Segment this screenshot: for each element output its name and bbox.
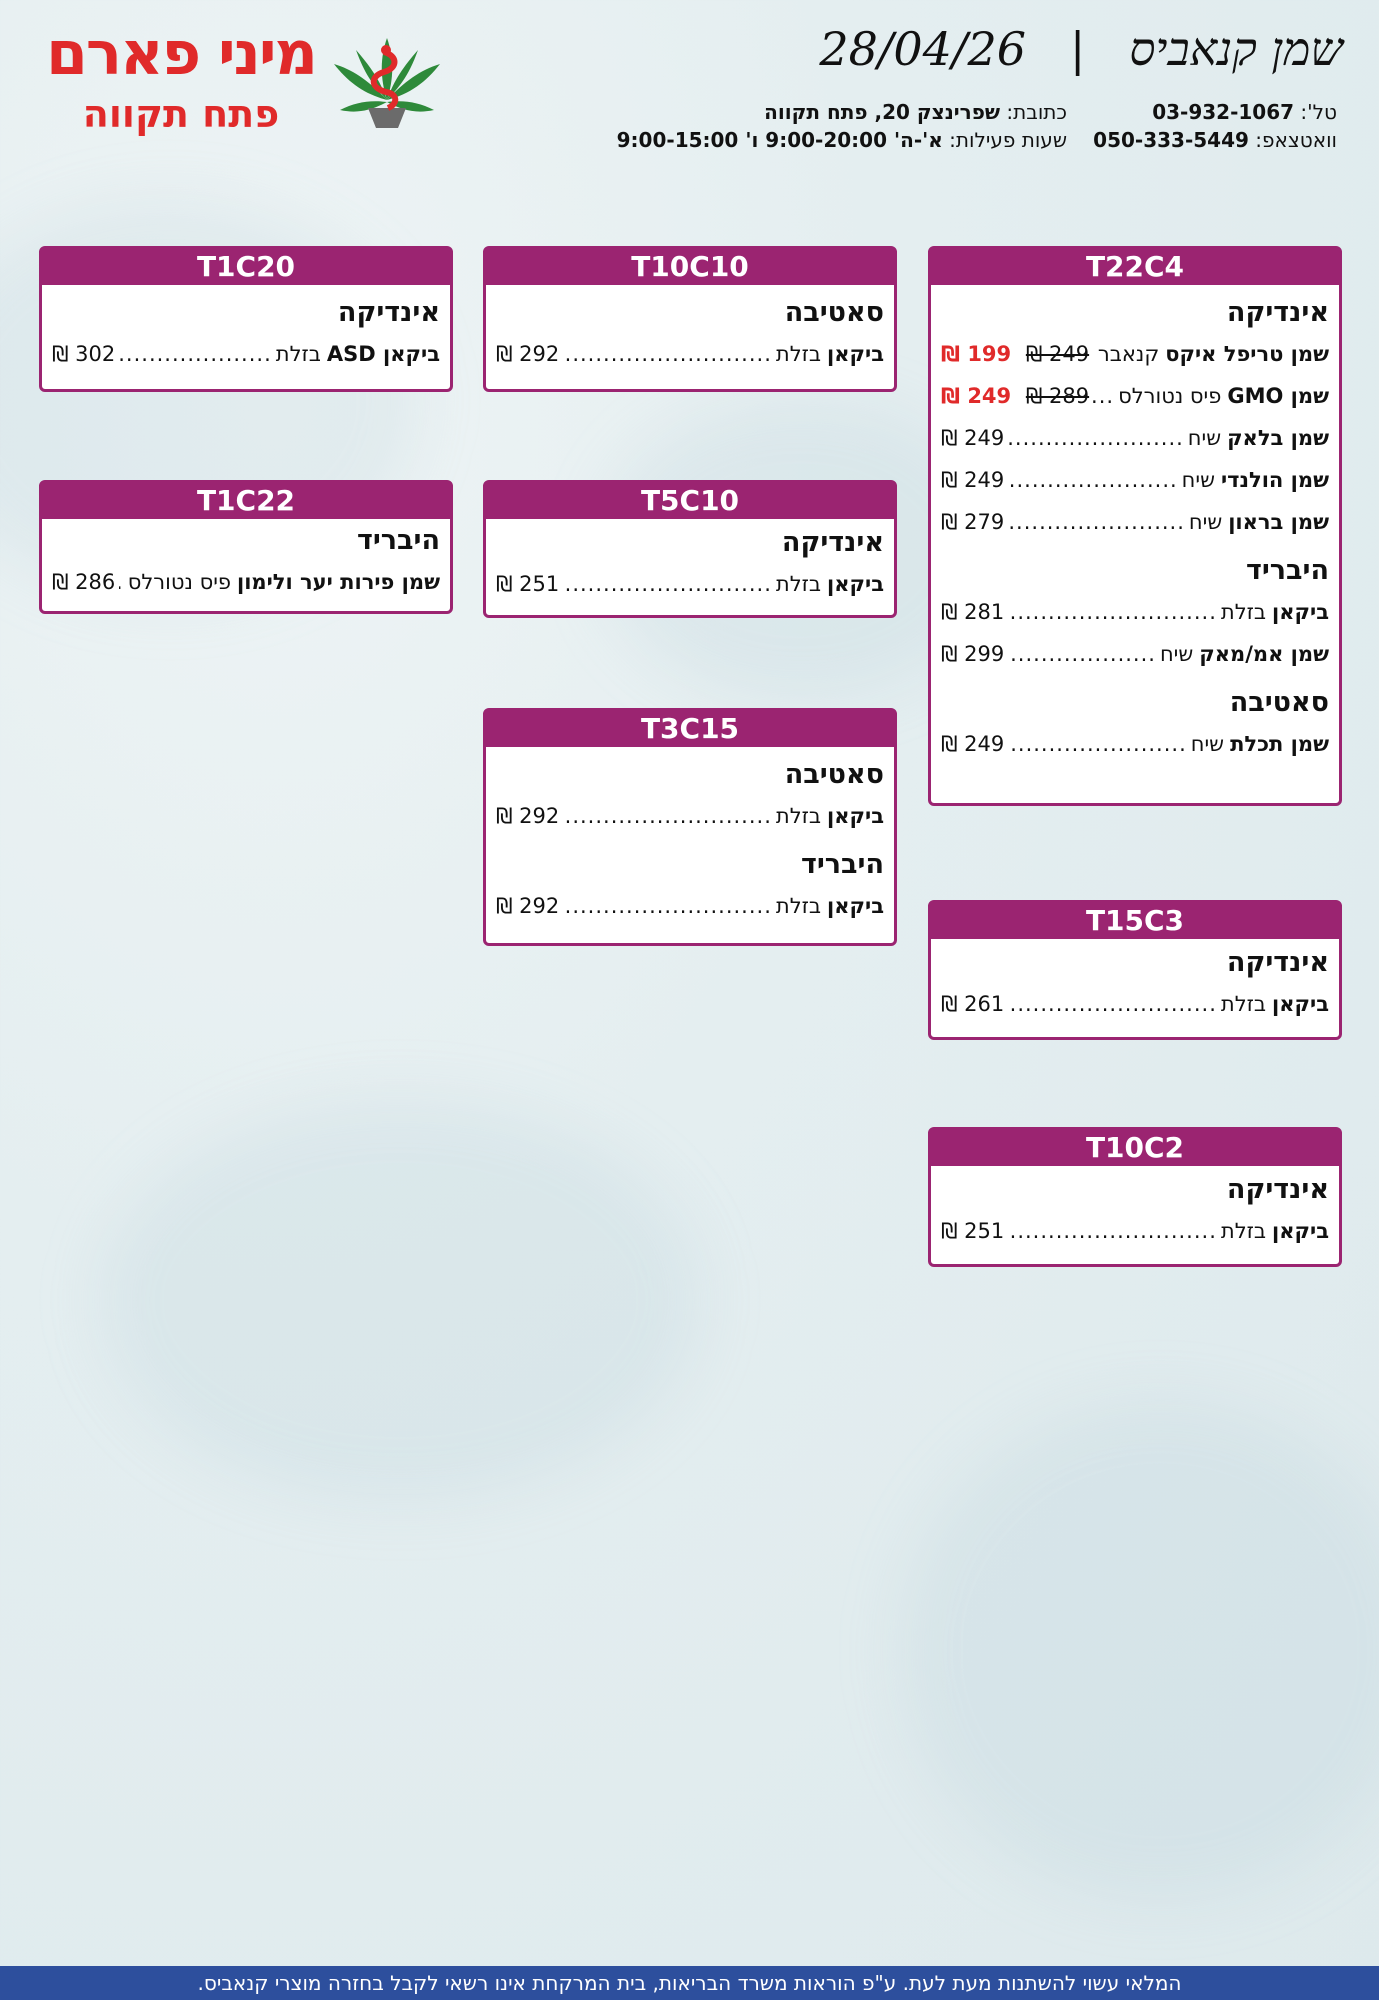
leader-dots bbox=[119, 561, 123, 603]
title-separator: | bbox=[1069, 22, 1086, 76]
product-name: ביקאן ASD bbox=[326, 342, 440, 366]
product-type: פיס נטורלס bbox=[1118, 384, 1222, 408]
leader-dots bbox=[563, 333, 772, 375]
product-card-t22c4 bbox=[928, 246, 1342, 806]
price: 279 ₪ bbox=[941, 510, 1005, 534]
leader-dots bbox=[1008, 723, 1187, 765]
price: 251 ₪ bbox=[496, 572, 560, 596]
page-title bbox=[819, 22, 1343, 76]
product-row bbox=[931, 1210, 1339, 1252]
product-row bbox=[931, 501, 1339, 543]
product-type: שיח bbox=[1190, 732, 1225, 756]
price: 281 ₪ bbox=[941, 600, 1005, 624]
product-row bbox=[931, 333, 1339, 375]
hours-value: א'-ה' 9:00-20:00 ו' 9:00-15:00 bbox=[616, 128, 943, 152]
leader-dots bbox=[1093, 333, 1094, 375]
product-name: שמן תכלת bbox=[1230, 732, 1329, 756]
product-card-t1c22 bbox=[39, 480, 453, 614]
section-indica: אינדיקה bbox=[337, 297, 440, 328]
product-name: שמן הולנדי bbox=[1220, 468, 1329, 492]
product-type: קנאבר bbox=[1097, 342, 1160, 366]
price-group bbox=[941, 375, 1089, 417]
product-name: ביקאן bbox=[827, 572, 884, 596]
price: 286 ₪ bbox=[52, 570, 116, 594]
phone-info bbox=[1152, 100, 1337, 124]
leader-dots bbox=[1008, 501, 1185, 543]
product-type: בזלת bbox=[775, 342, 822, 366]
card-title: T15C3 bbox=[931, 903, 1339, 939]
card-title: T5C10 bbox=[486, 483, 894, 519]
product-row bbox=[931, 723, 1339, 765]
header bbox=[0, 0, 1379, 170]
title-text: שמן קנאביס bbox=[1129, 22, 1343, 76]
sale-price: 199 ₪ bbox=[941, 342, 1012, 366]
whatsapp-number[interactable]: 050-333-5449 bbox=[1093, 128, 1249, 152]
product-type: שיח bbox=[1188, 510, 1223, 534]
footer-disclaimer: המלאי עשוי להשתנות מעת לעת. ע"פ הוראות משרד הבריאות, בית המרקחת אינו רשאי לקבל בחזרה מוצרי קנאביס. bbox=[0, 1966, 1379, 2000]
leader-dots bbox=[1008, 1210, 1217, 1252]
title-date: 28/04/26 bbox=[819, 22, 1026, 76]
section-sativa: סאטיבה bbox=[784, 759, 884, 790]
sale-price: 249 ₪ bbox=[941, 384, 1012, 408]
card-title: T3C15 bbox=[486, 711, 894, 747]
section-hybrid: היבריד bbox=[800, 849, 884, 880]
price-group bbox=[941, 333, 1089, 375]
product-type: בזלת bbox=[775, 804, 822, 828]
price: 249 ₪ bbox=[941, 468, 1005, 492]
product-name: ביקאן bbox=[1272, 600, 1329, 624]
card-title: T1C22 bbox=[42, 483, 450, 519]
product-type: בזלת bbox=[1220, 600, 1267, 624]
phone-label: טל': bbox=[1300, 100, 1337, 124]
section-sativa: סאטיבה bbox=[1229, 687, 1329, 718]
product-card-t10c10 bbox=[483, 246, 897, 392]
price: 292 ₪ bbox=[496, 342, 560, 366]
leader-dots bbox=[563, 885, 772, 927]
product-name: שמן טריפל איקס bbox=[1165, 342, 1329, 366]
card-title: T22C4 bbox=[931, 249, 1339, 285]
price: 249 ₪ bbox=[941, 732, 1005, 756]
cannabis-leaf-snake-bowl-icon bbox=[326, 30, 448, 134]
product-row bbox=[931, 375, 1339, 417]
leader-dots bbox=[1093, 375, 1114, 417]
leader-dots bbox=[119, 333, 272, 375]
address-label: כתובת: bbox=[1006, 100, 1067, 124]
phone-number[interactable]: 03-932-1067 bbox=[1152, 100, 1295, 124]
card-title: T10C2 bbox=[931, 1130, 1339, 1166]
logo-city: פתח תקווה bbox=[82, 92, 280, 136]
price: 292 ₪ bbox=[496, 804, 560, 828]
section-indica: אינדיקה bbox=[781, 527, 884, 558]
logo-name: מיני פארם bbox=[46, 19, 316, 89]
hours-label: שעות פעילות: bbox=[949, 128, 1067, 152]
product-card-t3c15 bbox=[483, 708, 897, 946]
section-sativa: סאטיבה bbox=[784, 297, 884, 328]
product-name: ביקאן bbox=[1272, 1219, 1329, 1243]
old-price: 249 ₪ bbox=[1025, 342, 1090, 366]
section-indica: אינדיקה bbox=[1226, 1174, 1329, 1205]
product-row bbox=[931, 633, 1339, 675]
section-indica: אינדיקה bbox=[1226, 297, 1329, 328]
old-price: 289 ₪ bbox=[1025, 384, 1090, 408]
product-name: ביקאן bbox=[1272, 992, 1329, 1016]
section-hybrid: היבריד bbox=[1245, 555, 1329, 586]
section-hybrid: היבריד bbox=[356, 525, 440, 556]
card-title: T10C10 bbox=[486, 249, 894, 285]
product-row bbox=[42, 561, 450, 603]
product-row bbox=[931, 417, 1339, 459]
background-texture bbox=[900, 1400, 1379, 1900]
hours-info bbox=[617, 128, 1067, 152]
price: 249 ₪ bbox=[941, 426, 1005, 450]
product-name: ביקאן bbox=[827, 894, 884, 918]
product-name: שמן פירות יער ולימון bbox=[237, 570, 440, 594]
leader-dots bbox=[563, 563, 772, 605]
product-type: בזלת bbox=[275, 342, 321, 366]
product-type: שיח bbox=[1159, 642, 1194, 666]
price: 299 ₪ bbox=[941, 642, 1005, 666]
product-type: שיח bbox=[1181, 468, 1215, 492]
product-card-t5c10 bbox=[483, 480, 897, 618]
price: 251 ₪ bbox=[941, 1219, 1005, 1243]
price: 261 ₪ bbox=[941, 992, 1005, 1016]
address-info bbox=[764, 100, 1067, 124]
address-value: שפרינצק 20, פתח תקווה bbox=[764, 100, 1001, 124]
product-type: בזלת bbox=[775, 894, 822, 918]
leader-dots bbox=[1008, 591, 1217, 633]
product-type: פיס נטורלס bbox=[127, 570, 232, 594]
product-row bbox=[486, 795, 894, 837]
product-card-t15c3 bbox=[928, 900, 1342, 1040]
background-texture bbox=[100, 1100, 700, 1500]
product-type: שיח bbox=[1187, 426, 1222, 450]
product-name: ביקאן bbox=[827, 804, 884, 828]
product-row bbox=[486, 563, 894, 605]
whatsapp-info bbox=[1093, 128, 1337, 152]
product-row bbox=[486, 333, 894, 375]
product-card-t1c20 bbox=[39, 246, 453, 392]
whatsapp-label: וואטצאפ: bbox=[1255, 128, 1337, 152]
leader-dots bbox=[1008, 633, 1156, 675]
product-name: שמן בראון bbox=[1228, 510, 1329, 534]
product-name: שמן אמ/מאק bbox=[1199, 642, 1329, 666]
leader-dots bbox=[1008, 459, 1177, 501]
product-card-t10c2 bbox=[928, 1127, 1342, 1267]
price: 292 ₪ bbox=[496, 894, 560, 918]
product-name: ביקאן bbox=[827, 342, 884, 366]
section-indica: אינדיקה bbox=[1226, 947, 1329, 978]
product-name: שמן GMO bbox=[1227, 384, 1329, 408]
product-type: בזלת bbox=[1220, 992, 1267, 1016]
leader-dots bbox=[1008, 983, 1217, 1025]
leader-dots bbox=[1008, 417, 1184, 459]
product-type: בזלת bbox=[1220, 1219, 1267, 1243]
product-row bbox=[42, 333, 450, 375]
leader-dots bbox=[563, 795, 772, 837]
product-name: שמן בלאק bbox=[1227, 426, 1329, 450]
product-row bbox=[931, 459, 1339, 501]
product-type: בזלת bbox=[775, 572, 822, 596]
product-row bbox=[486, 885, 894, 927]
product-row bbox=[931, 591, 1339, 633]
card-title: T1C20 bbox=[42, 249, 450, 285]
product-row bbox=[931, 983, 1339, 1025]
price: 302 ₪ bbox=[52, 342, 116, 366]
